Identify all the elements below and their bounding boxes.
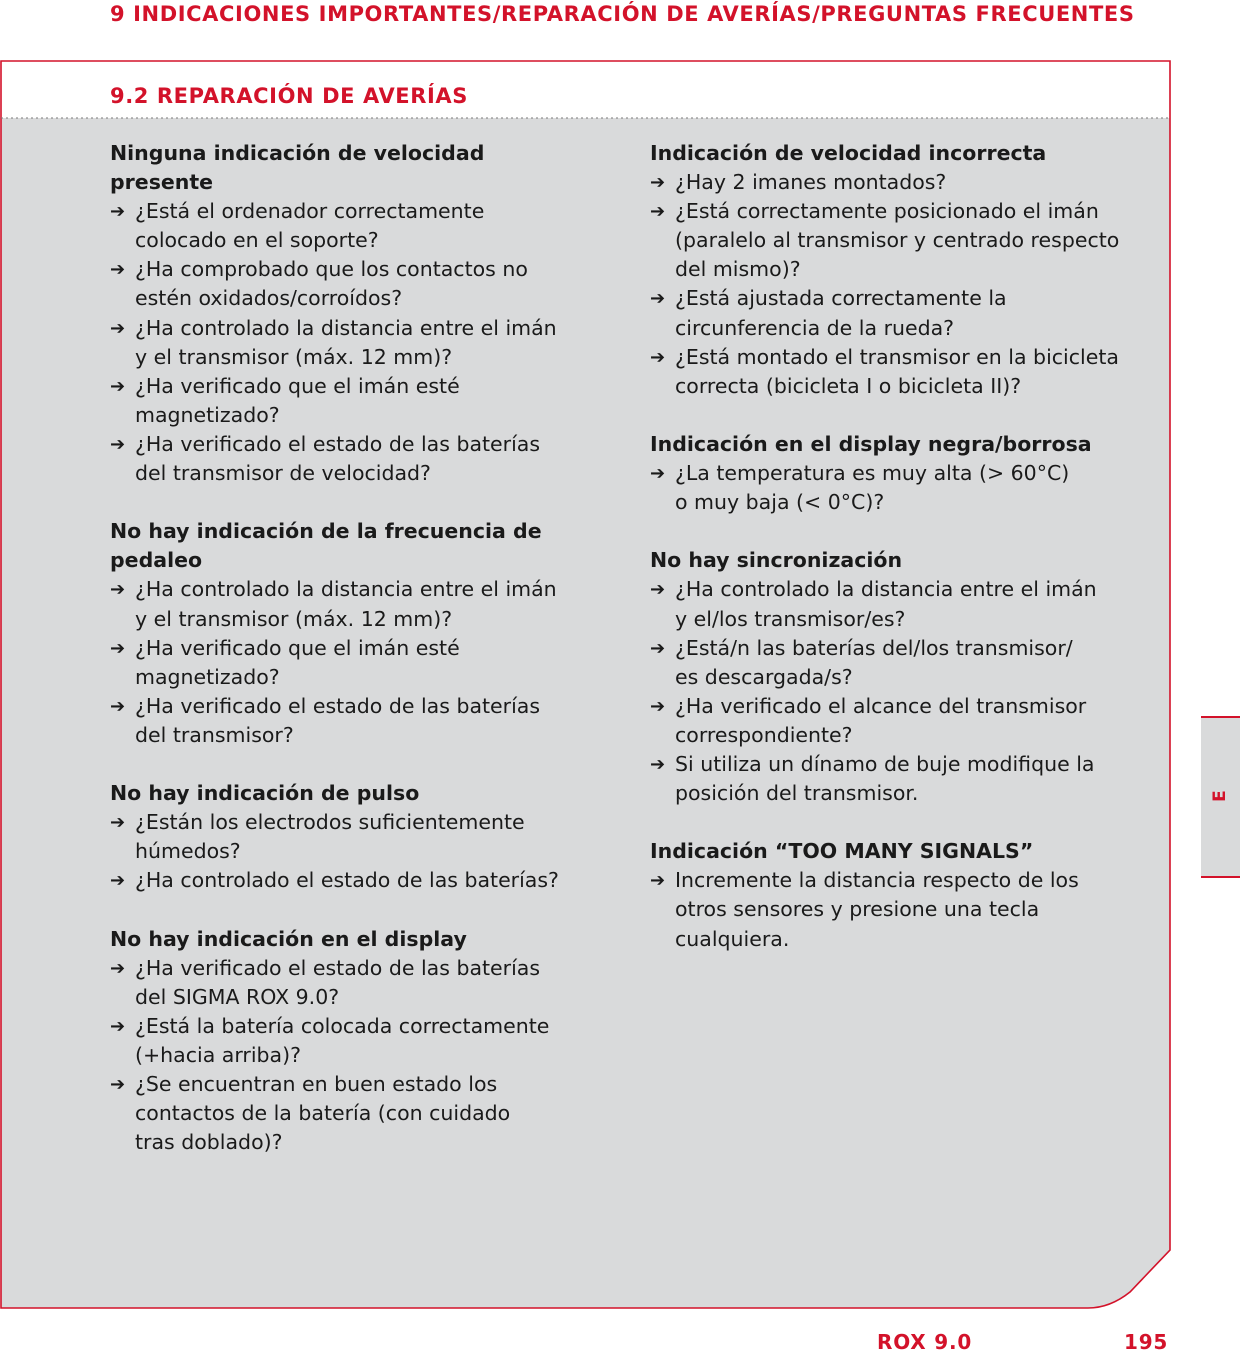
check-item <box>110 692 580 750</box>
page-number: 195 <box>1124 1330 1169 1354</box>
check-item <box>650 750 1150 808</box>
arrow-right-icon: ➔ <box>110 812 126 834</box>
left-column <box>110 139 580 1186</box>
troubleshooting-group <box>650 837 1150 953</box>
group-title: Indicación de velocidad incorrecta <box>650 141 1047 165</box>
language-tab-label: E <box>1210 790 1230 802</box>
check-item-text: ¿Ha controlado la distancia entre el imán y el/los transmisor/es? <box>675 577 1097 631</box>
troubleshooting-group <box>110 139 580 488</box>
check-item-text: ¿La temperatura es muy alta (> 60°C) o muy baja (< 0°C)? <box>675 461 1070 515</box>
arrow-right-icon: ➔ <box>110 695 126 717</box>
troubleshooting-group <box>650 139 1150 401</box>
group-title: No hay sincronización <box>650 548 903 573</box>
section-title: 9.2 REPARACIÓN DE AVERÍAS <box>110 84 469 108</box>
troubleshooting-group <box>650 546 1150 808</box>
check-item <box>110 954 580 1012</box>
check-item <box>650 284 1150 342</box>
check-item <box>650 343 1150 401</box>
check-item-text: ¿Ha comprobado que los contactos no estén oxidados/corroídos? <box>135 257 528 311</box>
arrow-right-icon: ➔ <box>110 259 126 281</box>
arrow-right-icon: ➔ <box>650 579 666 601</box>
troubleshooting-group <box>110 925 580 1158</box>
arrow-right-icon: ➔ <box>110 579 126 601</box>
arrow-right-icon: ➔ <box>110 375 126 397</box>
check-item-text: Incremente la distancia respecto de los otros sensores y presione una tecla cualquiera. <box>675 868 1079 951</box>
check-item <box>110 808 580 866</box>
check-item-text: ¿Ha controlado la distancia entre el imán y el transmisor (máx. 12 mm)? <box>135 577 557 631</box>
footer-model-name: ROX 9.0 <box>877 1330 973 1354</box>
check-item <box>110 255 580 313</box>
group-title: No hay indicación de la frecuencia de pedaleo <box>110 519 542 573</box>
check-item-text: ¿Está ajustada correctamente la circunferencia de la rueda? <box>675 286 1007 340</box>
check-item-text: ¿Ha controlado el estado de las baterías? <box>135 868 559 893</box>
check-item-text: ¿Ha verificado el estado de las baterías del transmisor? <box>135 693 541 747</box>
arrow-right-icon: ➔ <box>650 463 666 485</box>
troubleshooting-group <box>650 430 1150 517</box>
check-item-text: ¿Está la batería colocada correctamente (+hacia arriba)? <box>135 1013 550 1067</box>
check-item <box>110 1012 580 1070</box>
arrow-right-icon: ➔ <box>650 172 666 194</box>
check-item <box>110 866 580 895</box>
check-item-text: ¿Está correctamente posicionado el imán (paralelo al transmisor y centrado respecto del mismo)? <box>675 199 1120 282</box>
check-item-text: ¿Está/n las baterías del/los transmisor/ es descargada/s? <box>675 635 1073 689</box>
arrow-right-icon: ➔ <box>650 637 666 659</box>
check-item-text: ¿Están los electrodos suficientemente húmedos? <box>135 810 525 864</box>
check-item <box>110 372 580 430</box>
check-item-text: ¿Está montado el transmisor en la bicicleta correcta (bicicleta I o bicicleta II)? <box>675 344 1119 398</box>
check-item <box>110 634 580 692</box>
check-item-text: ¿Ha verificado que el imán esté magnetizado? <box>135 635 460 689</box>
arrow-right-icon: ➔ <box>110 1015 126 1037</box>
check-item <box>110 430 580 488</box>
check-item <box>650 575 1150 633</box>
check-item <box>110 575 580 633</box>
arrow-right-icon: ➔ <box>650 753 666 775</box>
arrow-right-icon: ➔ <box>110 1074 126 1095</box>
arrow-right-icon: ➔ <box>650 288 666 310</box>
arrow-right-icon: ➔ <box>110 870 126 892</box>
arrow-right-icon: ➔ <box>650 870 666 892</box>
arrow-right-icon: ➔ <box>110 317 126 339</box>
check-item-text: ¿Está el ordenador correctamente colocado en el soporte? <box>135 199 485 253</box>
check-item-text: ¿Ha verificado el estado de las baterías del SIGMA ROX 9.0? <box>135 955 541 1009</box>
check-item-text: ¿Ha controlado la distancia entre el imán y el transmisor (máx. 12 mm)? <box>135 315 557 369</box>
check-item <box>110 1070 580 1157</box>
check-item <box>650 459 1150 517</box>
troubleshooting-group <box>110 779 580 895</box>
arrow-right-icon: ➔ <box>110 957 126 979</box>
check-item <box>110 314 580 372</box>
right-column <box>650 139 1150 983</box>
group-title: Indicación “TOO MANY SIGNALS” <box>650 839 1034 864</box>
check-item <box>650 692 1150 750</box>
arrow-right-icon: ➔ <box>110 433 126 455</box>
group-title: Ninguna indicación de velocidad presente <box>110 141 485 195</box>
check-item-text: ¿Ha verificado el estado de las baterías del transmisor de velocidad? <box>135 431 541 486</box>
check-item <box>650 168 1150 197</box>
check-item-text: ¿Ha verificado que el imán esté magnetizado? <box>135 373 460 427</box>
check-item <box>650 634 1150 692</box>
arrow-right-icon: ➔ <box>650 695 666 717</box>
check-item <box>110 197 580 255</box>
check-item-text: ¿Ha verificado el alcance del transmisor correspondiente? <box>675 693 1087 747</box>
group-title: No hay indicación en el display <box>110 926 467 951</box>
group-title: No hay indicación de pulso <box>110 781 420 806</box>
check-item-text: ¿Se encuentran en buen estado los contactos de la batería (con cuidado tras doblado)? <box>135 1072 511 1155</box>
arrow-right-icon: ➔ <box>650 346 666 368</box>
arrow-right-icon: ➔ <box>110 637 126 659</box>
troubleshooting-group <box>110 517 580 750</box>
language-tab <box>1201 716 1240 878</box>
arrow-right-icon: ➔ <box>110 201 126 223</box>
arrow-right-icon: ➔ <box>650 201 666 223</box>
page-header-title: 9 INDICACIONES IMPORTANTES/REPARACIÓN DE AVERÍAS/PREGUNTAS FRECUENTES <box>110 2 1135 26</box>
group-title: Indicación en el display negra/borrosa <box>650 431 1092 456</box>
check-item <box>650 866 1150 953</box>
check-item-text: Si utiliza un dínamo de buje modifique la posición del transmisor. <box>675 751 1095 806</box>
check-item-text: ¿Hay 2 imanes montados? <box>675 170 947 195</box>
check-item <box>650 197 1150 284</box>
